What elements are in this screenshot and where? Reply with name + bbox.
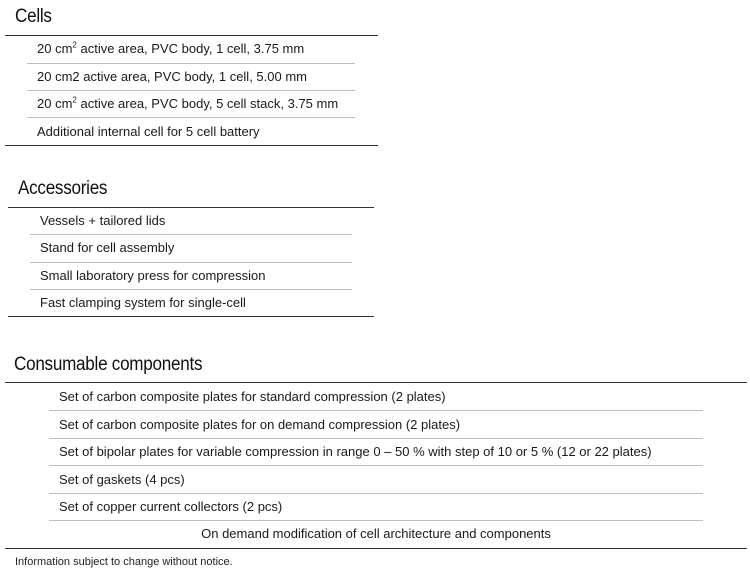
accessories-bottom-rule xyxy=(8,316,374,317)
consumables-item-3: Set of bipolar plates for variable compression in range 0 – 50 % with step of 10 or 5 % (12 or 22 plates) xyxy=(59,444,652,459)
cells-item-4: Additional internal cell for 5 cell battery xyxy=(37,124,260,139)
consumables-item-4: Set of gaskets (4 pcs) xyxy=(59,472,185,487)
row-divider xyxy=(30,289,352,290)
row-divider xyxy=(49,493,703,494)
consumables-item-5: Set of copper current collectors (2 pcs) xyxy=(59,499,283,514)
accessories-heading: Accessories xyxy=(18,178,108,199)
consumables-heading: Consumable components xyxy=(14,354,203,375)
row-divider xyxy=(27,63,355,64)
cells-heading: Cells xyxy=(15,6,52,27)
cells-bottom-rule xyxy=(5,145,378,146)
cells-item-3: 20 $cm^2$ active area, PVC body, 5 cell stack, 3.75 mm xyxy=(37,95,339,111)
accessories-item-3: Small laboratory press for compression xyxy=(40,268,266,283)
accessories-item-2: Stand for cell assembly xyxy=(40,240,175,255)
cells-top-rule xyxy=(5,35,378,36)
consumables-item-2: Set of carbon composite plates for on demand compression (2 plates) xyxy=(59,417,461,432)
consumables-item-1: Set of carbon composite plates for standard compression (2 plates) xyxy=(59,389,446,404)
row-divider xyxy=(49,465,703,466)
row-divider xyxy=(49,410,703,411)
row-divider xyxy=(27,90,355,91)
consumables-bottom-rule xyxy=(5,548,747,549)
row-divider xyxy=(49,438,703,439)
row-divider xyxy=(49,520,703,521)
accessories-top-rule xyxy=(8,207,374,208)
cells-item-1: 20 $cm^2$ active area, PVC body, 1 cell, 3.75 mm xyxy=(37,40,305,56)
consumables-top-rule xyxy=(5,382,747,383)
disclaimer-text: Information subject to change without notice. xyxy=(15,556,233,568)
consumables-item-6: On demand modification of cell architecture and components xyxy=(201,526,551,541)
row-divider xyxy=(27,117,355,118)
row-divider xyxy=(30,234,352,235)
row-divider xyxy=(30,262,352,263)
accessories-item-4: Fast clamping system for single-cell xyxy=(40,295,246,310)
cells-item-2: 20 cm2 active area, PVC body, 1 cell, 5.00 mm xyxy=(37,69,307,84)
accessories-item-1: Vessels + tailored lids xyxy=(40,213,166,228)
